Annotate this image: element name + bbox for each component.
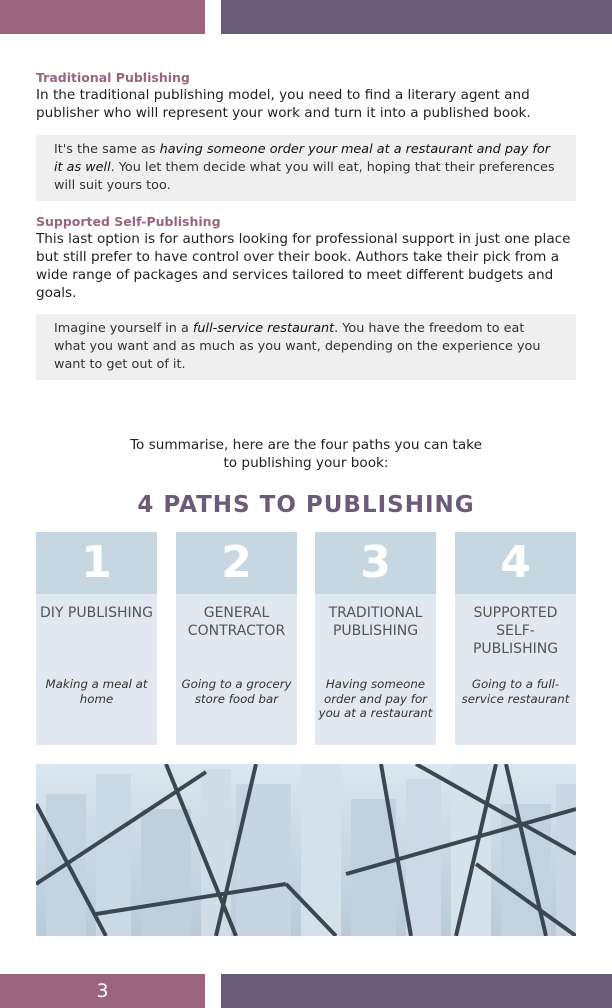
section-supported bbox=[36, 214, 576, 302]
note-text-italic: having someone order your meal at a restaurant and pay for it as well bbox=[54, 142, 551, 175]
note-text-post: . You let them decide what you will eat, hoping that their preferences will suit yours too. bbox=[54, 160, 555, 193]
summary-line: To summarise, here are the four paths you can take bbox=[130, 437, 482, 453]
path-number: 1 bbox=[36, 532, 157, 594]
header-bar-left bbox=[0, 0, 205, 34]
section-heading: Supported Self-Publishing bbox=[36, 214, 221, 229]
path-description: Having someone order and pay for you at a restaurant bbox=[318, 677, 433, 720]
analogy-note bbox=[36, 135, 576, 201]
note-text-pre: It's the same as bbox=[54, 142, 160, 157]
path-description: Going to a full-service restaurant bbox=[461, 677, 570, 706]
section-heading: Traditional Publishing bbox=[36, 70, 190, 85]
paths-title: 4 PATHS TO PUBLISHING bbox=[137, 492, 475, 518]
path-number: 2 bbox=[176, 532, 297, 594]
path-description: Going to a grocery store food bar bbox=[181, 677, 292, 706]
summary-line: to publishing your book: bbox=[223, 455, 389, 471]
section-body: In the traditional publishing model, you need to find a literary agent and publisher who will represent your work and turn it into a published book. bbox=[36, 87, 531, 121]
note-text-pre: Imagine yourself in a bbox=[54, 321, 193, 336]
page-number: 3 bbox=[96, 980, 109, 1002]
section-traditional bbox=[36, 70, 576, 122]
path-number: 3 bbox=[315, 532, 436, 594]
path-number: 4 bbox=[455, 532, 576, 594]
path-card-3 bbox=[315, 532, 436, 745]
path-title: SUPPORTED SELF-PUBLISHING bbox=[472, 605, 559, 657]
section-body: This last option is for authors looking for professional support in just one place but still prefer to have control over their book. Authors take their pick from a wide range of packages and services tailored to meet different budgets and goals. bbox=[36, 231, 571, 301]
header-bar-right bbox=[221, 0, 612, 34]
note-text-post: . You have the freedom to eat what you want and as much as you want, depending on the experience you want to get out of it. bbox=[54, 321, 541, 372]
footer-bar-right bbox=[221, 974, 612, 1008]
path-title: GENERAL CONTRACTOR bbox=[187, 605, 286, 639]
path-title: DIY PUBLISHING bbox=[40, 605, 153, 621]
path-card-4 bbox=[455, 532, 576, 745]
note-text-italic: full-service restaurant bbox=[192, 321, 335, 336]
path-description: Making a meal at home bbox=[45, 677, 148, 706]
path-card-2 bbox=[176, 532, 297, 745]
summary-text bbox=[0, 436, 612, 472]
analogy-note bbox=[36, 314, 576, 380]
city-skyline-image bbox=[36, 764, 576, 936]
path-title: TRADITIONAL PUBLISHING bbox=[328, 605, 423, 639]
path-card-1 bbox=[36, 532, 157, 745]
